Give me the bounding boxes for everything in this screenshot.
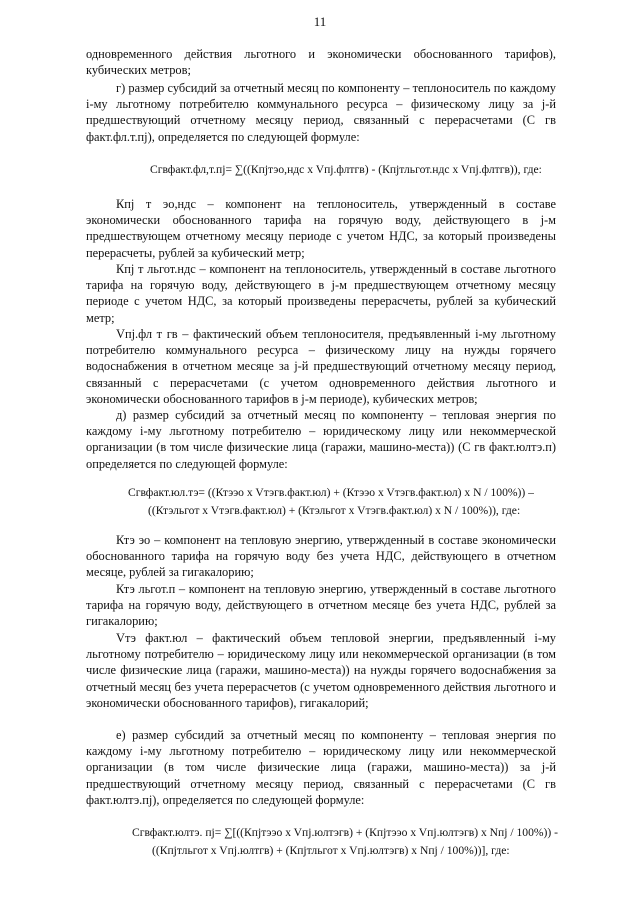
formula-3-line-1: Сгвфакт.юлтэ. пj= ∑[((Кпjтээо x Vпj.юлтэгв) + (Кпjтээо x Vпj.юлтэгв) x Nпj / 100%)) - — [132, 826, 559, 839]
formula-1 — [150, 163, 542, 177]
paragraph-continuation: одновременного действия льготного и экономически обоснованного тарифов), кубических метров; — [86, 47, 556, 78]
paragraph-e: е) размер субсидий за отчетный месяц по компоненту – тепловая энергия по каждому i-му льготному потребителю – юридическому лицу или некоммерческой организации (в том числе физические лица (гаражи, машино-места)) за j-й предшествующий отчетному месяцу период, связанный с перерасчетами (С гв факт.юлтэ.пj), определяется по следующей формуле: — [86, 728, 556, 807]
formula-2-line-1: Сгвфакт.юл.тэ= ((Ктээо x Vтэгв.факт.юл) + (Ктээо x Vтэгв.факт.юл) x N / 100%)) – — [128, 486, 534, 499]
paragraph-d: д) размер субсидий за отчетный месяц по компоненту – тепловая энергия по каждому i-му льготному потребителю – юридическому лицу или некоммерческой организации (в том числе физические лица (гаражи, машино-места)) (С гв факт.юлтэ.п) определяется по следующей формуле: — [86, 408, 556, 471]
definition-k-eo-nds: Кпj т эо,ндс – компонент на теплоноситель, утвержденный в составе экономически обоснованного тарифа на горячую воду, действующего в j-м предшествующем отчетному месяцу периоде с учетом НДС, за который произведены перерасчеты, рублей за кубический метр; — [86, 197, 556, 260]
definition-k-lgot-nds: Кпj т льгот.ндс – компонент на теплоноситель, утвержденный в составе льготного тарифа на горячую воду, действующего в j-м предшествующем отчетному месяцу периоде с учетом НДС, за который произведены перерасчеты, рублей за кубический метр; — [86, 262, 556, 325]
definition-v-te-yl: Vтэ факт.юл – фактический объем тепловой энергии, предъявленный i-му льготному потребителю – юридическому лицу или некоммерческой организации (в том числе физические лица (гаражи, машино-места)) на нужды горячего водоснабжения за отчетный месяц без учета перерасчетов (с учетом одновременного действия льготного и экономически обоснованного тарифов), гигакалорий; — [86, 631, 556, 710]
formula-3-line-2: ((Кпjтльгот x Vпj.юлтгв) + (Кпjтльгот x Vпj.юлтэгв) x Nпj / 100%))], где: — [152, 844, 510, 857]
page-number: 11 — [313, 14, 327, 29]
formula-1-text: Сгвфакт.фл,т.пj= ∑((Кпjтэо,ндс x Vпj.флтгв) - (Кпjтльгот.ндс x Vпj.флтгв)), где: — [150, 163, 542, 176]
definition-k-te-eo: Ктэ эо – компонент на тепловую энергию, утвержденный в составе экономически обоснованного тарифа на горячую воду без учета НДС, действующего в отчетном месяце, рублей за гигакалорию; — [86, 533, 556, 580]
definition-k-te-lgot: Ктэ льгот.п – компонент на тепловую энергию, утвержденный в составе льготного тарифа на горячую воду, действующего в отчетном месяце без учета НДС, рублей за гигакалорию; — [86, 582, 556, 629]
paragraph-g: г) размер субсидий за отчетный месяц по компоненту – теплоноситель по каждому i-му льготному потребителю коммунального ресурса – физическому лицу за j-й предшествующий отчетному месяцу период, связанный с перерасчетами (С гв факт.фл.т.пj), определяется по следующей формуле: — [86, 81, 556, 144]
formula-2-line-2: ((Ктэльгот x Vтэгв.факт.юл) + (Ктэльгот x Vтэгв.факт.юл) x N / 100%)), где: — [148, 504, 521, 517]
definition-v-fl: Vпj.фл т гв – фактический объем теплоносителя, предъявленный i-му льготному потребителю коммунального ресурса – физическому лицу на нужды горячего водоснабжения в отчетном месяце за j-й предшествующий отчетному месяцу период, связанный с перерасчетами (с учетом одновременного действия льготного и экономически обоснованного тарифов в j-м периоде), кубических метров; — [86, 327, 556, 406]
